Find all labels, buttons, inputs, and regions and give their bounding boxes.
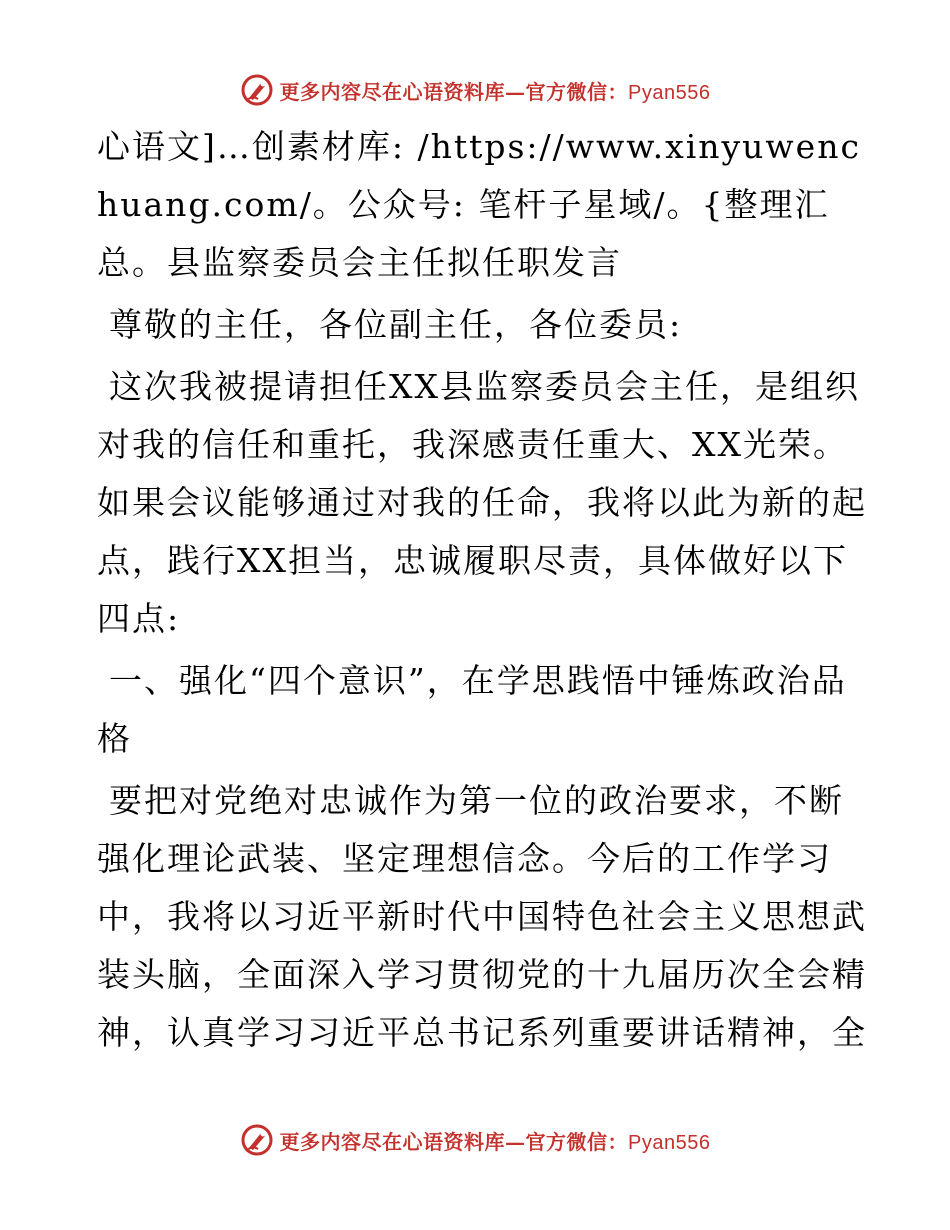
section-heading-1: 一、强化“四个意识”，在学思践悟中锤炼政治品格 <box>97 661 847 758</box>
banner-contact: Pyan556 <box>628 81 711 104</box>
banner-text: 更多内容尽在心语资料库—官方微信：Pyan556 <box>279 79 711 104</box>
pen-nib-seal-icon <box>240 1123 274 1157</box>
paragraph-intro: 心语文]…创素材库: /https://www.xinyuwenchuang.com/。公众号: 笔杆子星域/。{整理汇总。县监察委员会主任拟任职发言 <box>97 127 861 282</box>
paragraph-section-1: 要把对党绝对忠诚作为第一位的政治要求，不断强化理论武装、坚定理想信念。今后的工作学习中，我将以习近平新时代中国特色社会主义思想武装头脑，全面深入学习贯彻党的十九届历次全会精神，认真学习习近平总书记系列重要讲话精神，全 <box>97 781 867 1052</box>
footer-watermark-banner <box>0 1120 950 1160</box>
document-body <box>97 118 867 1066</box>
paragraph-opening: 这次我被提请担任XX县监察委员会主任，是组织对我的信任和重托，我深感责任重大、XX光荣。如果会议能够通过对我的任命，我将以此为新的起点，践行XX担当，忠诚履职尽责，具体做好以下四点: <box>97 367 867 638</box>
header-watermark-banner <box>0 70 950 110</box>
pen-nib-seal-icon <box>240 73 274 107</box>
paragraph-salutation: 尊敬的主任，各位副主任，各位委员: <box>109 305 683 344</box>
banner-contact: Pyan556 <box>628 1131 711 1154</box>
banner-text: 更多内容尽在心语资料库—官方微信：Pyan556 <box>279 1129 711 1154</box>
